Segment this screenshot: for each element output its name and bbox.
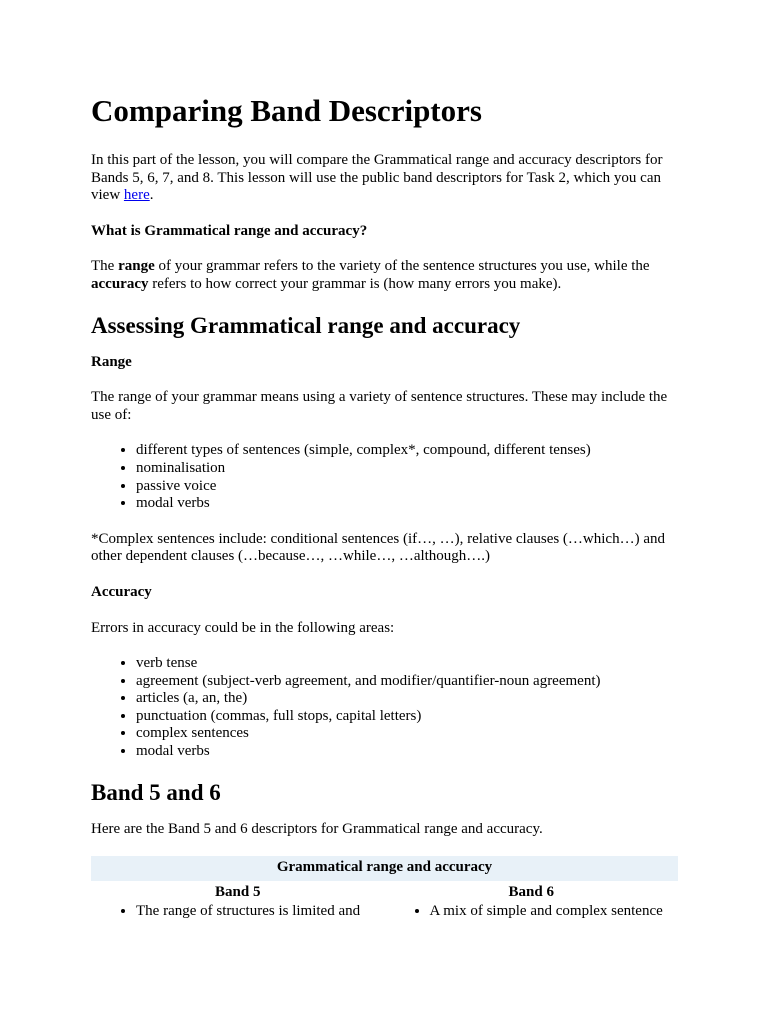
what-is-heading: What is Grammatical range and accuracy? <box>91 222 368 239</box>
list-item: • modal verbs <box>136 743 678 761</box>
accuracy-heading: Accuracy <box>91 583 152 600</box>
accuracy-word: accuracy <box>91 275 149 292</box>
here-link[interactable]: here <box>123 187 150 204</box>
list-item: • verb tense <box>136 655 678 673</box>
band5-column-header: Band 5 <box>215 883 261 900</box>
table-row <box>91 903 678 921</box>
page-title: Comparing Band Descriptors <box>91 93 482 128</box>
band6-list <box>385 903 679 921</box>
band56-heading: Band 5 and 6 <box>91 779 221 805</box>
list-item: • passive voice <box>136 478 678 496</box>
list-item: • modal verbs <box>136 495 678 513</box>
accuracy-list <box>91 655 678 761</box>
table-title-row <box>91 856 678 881</box>
list-item: • articles (a, an, the) <box>136 690 678 708</box>
complex-note: *Complex sentences include: conditional sentences (if…, …), relative clauses (…which…) and other dependent clauses (…because…, …while…, …although….) <box>91 530 665 565</box>
document-content <box>91 92 678 921</box>
list-item: • The range of structures is limited and <box>136 903 385 921</box>
list-item: • punctuation (commas, full stops, capital letters) <box>136 708 678 726</box>
table-title: Grammatical range and accuracy <box>91 856 678 881</box>
range-heading: Range <box>91 353 132 370</box>
accuracy-paragraph: Errors in accuracy could be in the following areas: <box>91 619 395 636</box>
list-item: • different types of sentences (simple, complex*, compound, different tenses) <box>136 442 678 460</box>
range-word: range <box>118 258 155 275</box>
list-item: • complex sentences <box>136 725 678 743</box>
list-item: • nominalisation <box>136 460 678 478</box>
band6-cell <box>385 903 679 921</box>
assessing-heading: Assessing Grammatical range and accuracy <box>91 312 521 338</box>
what-is-text-2: of your grammar refers to the variety of the sentence structures you use, while the <box>154 258 650 275</box>
intro-text: In this part of the lesson, you will compare the Grammatical range and accuracy descriptors for Bands 5, 6, 7, and 8. This lesson will use the public band descriptors for Task 2, which you can view <box>91 152 663 204</box>
descriptor-table <box>91 856 678 921</box>
range-paragraph: The range of your grammar means using a variety of sentence structures. These may include the use of: <box>91 389 668 423</box>
band6-column-header: Band 6 <box>508 883 554 900</box>
list-item: • agreement (subject-verb agreement, and modifier/quantifier-noun agreement) <box>136 673 678 691</box>
what-is-paragraph <box>91 258 678 293</box>
range-list <box>91 442 678 512</box>
band5-list <box>91 903 385 921</box>
list-item: • A mix of simple and complex sentence <box>430 903 679 921</box>
intro-paragraph <box>91 152 678 205</box>
what-is-text-1: The <box>91 258 119 275</box>
table-header-row <box>91 881 678 904</box>
band5-cell <box>91 903 385 921</box>
intro-period: . <box>149 187 154 204</box>
what-is-text-3: refers to how correct your grammar is (how many errors you make). <box>148 275 562 292</box>
band56-paragraph: Here are the Band 5 and 6 descriptors for Grammatical range and accuracy. <box>91 820 543 837</box>
